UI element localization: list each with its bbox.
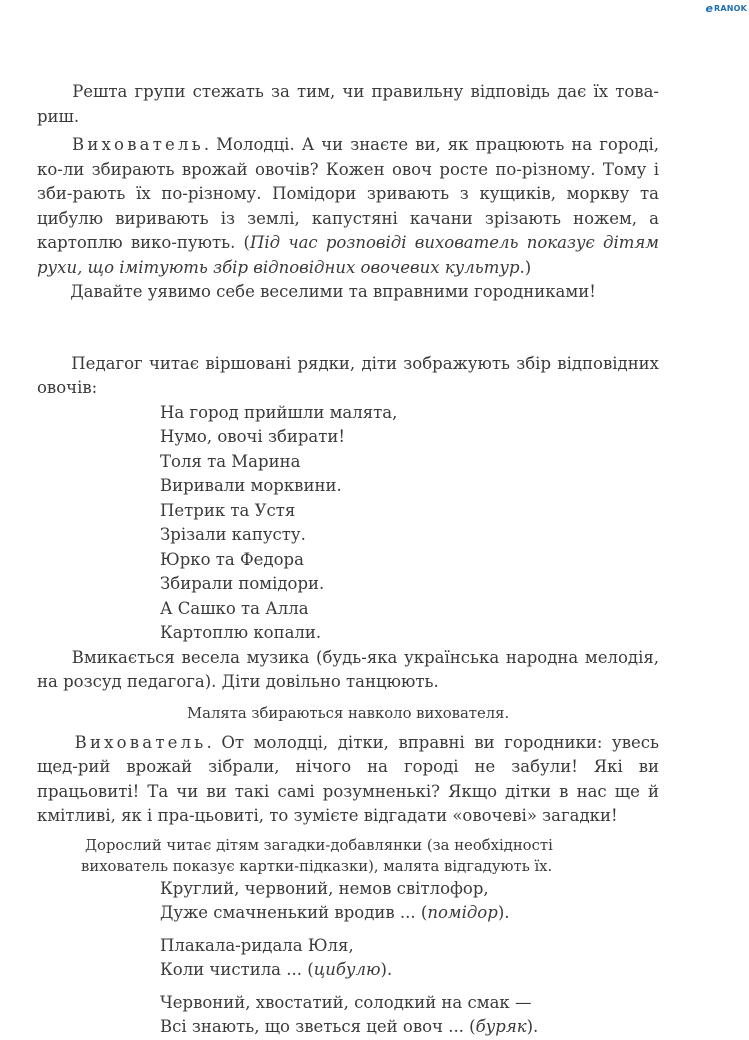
poem-line: Зрізали капусту. [160, 525, 306, 544]
poem-line: На город прийшли малята, [160, 402, 398, 422]
paragraph-5-text: Вмикається весела музика (будь-яка українська народна мелодія, на розсуд педагога). Діти довільно танцюють. [37, 647, 660, 691]
riddle-line-answer [160, 901, 659, 926]
spacer [37, 305, 659, 352]
paragraph-4 [37, 352, 659, 401]
riddle-end: ). [497, 903, 510, 922]
paragraph-1-text: Решта групи стежать за тим, чи правильну відповідь дає їх това-риш. [37, 82, 660, 126]
page-content [37, 80, 659, 1040]
riddle-answer: помідор [427, 903, 498, 922]
riddle-end: ). [526, 1017, 539, 1036]
poem-line: Картоплю копали. [160, 623, 322, 642]
riddle-line-answer [160, 958, 659, 983]
poem-line: Нумо, овочі збирати! [160, 427, 346, 446]
paragraph-2-tail: .) [519, 257, 532, 277]
poem-line: Виривали морквини. [160, 476, 342, 495]
poem-line: Збирали помідори. [160, 574, 325, 593]
poem [160, 401, 659, 646]
publisher-logo [705, 2, 747, 15]
riddle [160, 991, 659, 1040]
paragraph-2-text: . Молодці. А чи знаєте ви, як працюють на городі, ко-ли збирають врожай овочів? Кожен овоч росте по-різному. Тому і зби-рають їх по-різному. Помідори зривають з кущиків, моркву та цибулю виривають із землі, капустяні качани зрізають ножем, а картоплю вико-пують. ( [37, 135, 659, 252]
riddle-prompt: Коли чистила ... ( [160, 960, 314, 979]
riddle-line: Плакала-ридала Юля, [160, 935, 354, 955]
logo-brand: RANOK [713, 4, 747, 13]
paragraph-2-italic: Під час розповіді вихователь показує дітям рухи, що імітують збір відповідних овочевих культур [37, 233, 659, 277]
speaker-label: Вихователь [72, 135, 204, 154]
riddle-line: Червоний, хвостатий, солодкий на смак — [160, 992, 532, 1012]
paragraph-3-text: Давайте уявимо себе веселими та вправними городниками! [70, 282, 596, 301]
riddle-line: Круглий, червоний, немов світлофор, [160, 878, 489, 898]
poem-line: А Сашко та Алла [160, 598, 309, 618]
paragraph-3 [37, 280, 659, 305]
paragraph-6 [37, 731, 659, 829]
paragraph-5 [37, 646, 659, 695]
poem-line: Толя та Марина [160, 451, 301, 471]
paragraph-6-text: . От молодці, дітки, вправні ви городники: увесь щед-рий врожай зібрали, нічого на городі не забули! Які ви працьовиті! Та чи ви такі самі розумненькі? Якщо дітки в нас ще й кмітливі, як і пра-цьовиті, то зумієте відгадати «овочеві» загадки! [37, 732, 659, 825]
poem-line: Петрик та Устя [160, 500, 296, 520]
stage-note: Малята збираються навколо вихователя. [187, 704, 510, 722]
riddle-instructions [81, 835, 659, 877]
paragraph-4-text: Педагог читає віршовані рядки, діти зображують збір відповідних овочів: [37, 353, 659, 397]
riddle-end: ). [380, 960, 393, 979]
riddle-prompt: Всі знають, що зветься цей овоч ... ( [160, 1017, 476, 1036]
speaker-label: Вихователь [74, 732, 207, 752]
paragraph-2 [37, 133, 659, 280]
paragraph-1 [37, 80, 659, 129]
riddle-line-answer [160, 1015, 659, 1040]
instruction-line: вихователь показує картки-підказки), малята відгадують їх. [81, 857, 553, 875]
instruction-line: Дорослий читає дітям загадки-добавлянки (за необхідності [85, 836, 553, 854]
riddle-prompt: Дуже смачненький вродив ... ( [160, 903, 428, 922]
riddle-answer: цибулю [313, 960, 381, 979]
riddle-answer: буряк [475, 1017, 527, 1036]
riddle [160, 934, 659, 983]
riddle [160, 877, 659, 926]
logo-mark: e [705, 2, 713, 15]
poem-line: Юрко та Федора [160, 549, 304, 569]
